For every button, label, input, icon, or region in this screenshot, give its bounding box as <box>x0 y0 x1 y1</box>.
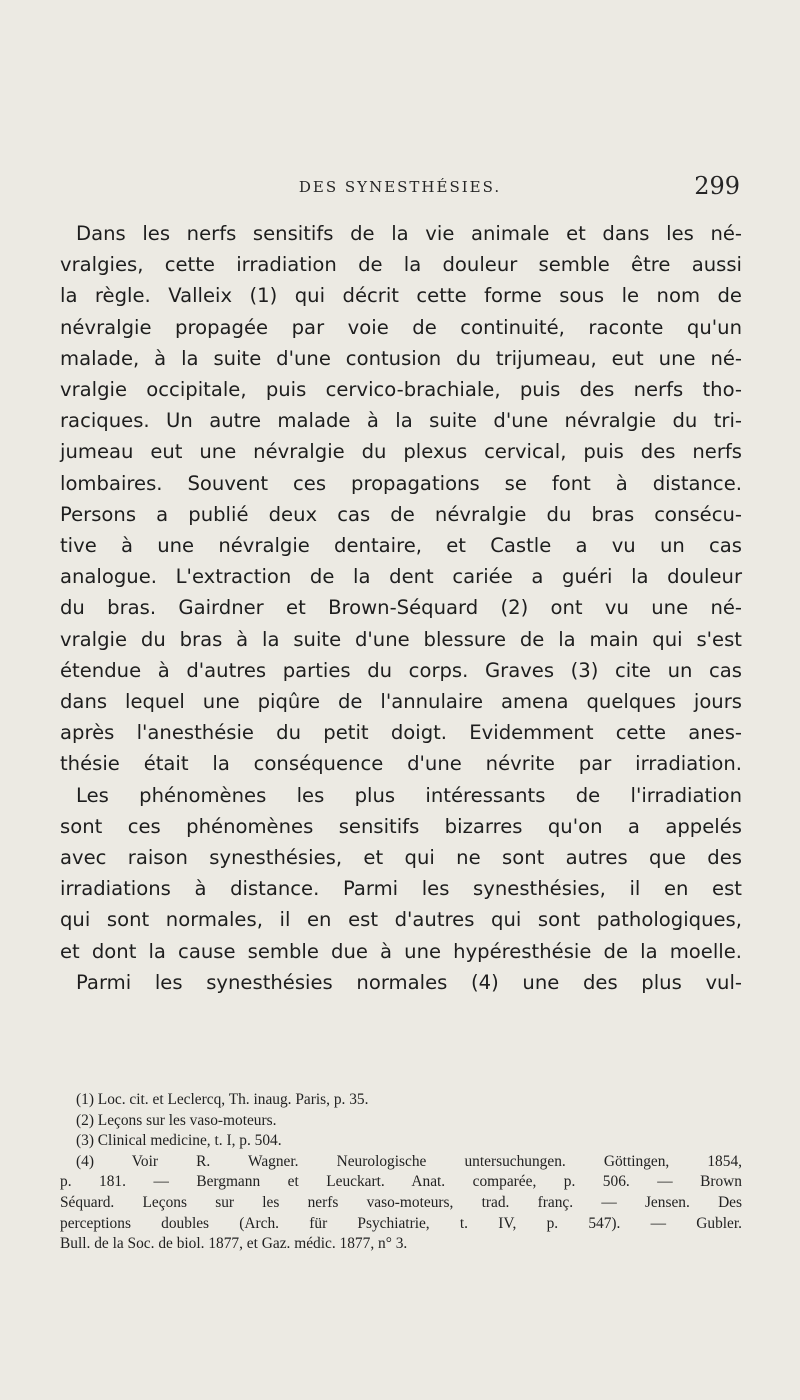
body-line: Les phénomènes les plus intéressants de l'irradiation <box>76 783 742 807</box>
footnote: (3) Clinical medicine, t. I, p. 504. <box>76 1132 282 1150</box>
body-line: malade, à la suite d'une contusion du trijumeau, eut une né- <box>60 346 742 370</box>
body-line: après l'anesthésie du petit doigt. Evidemment cette anes- <box>60 721 742 745</box>
body-line: jumeau eut une névralgie du plexus cervical, puis des nerfs <box>60 440 742 464</box>
body-line: dans lequel une piqûre de l'annulaire amena quelques jours <box>60 690 742 714</box>
page-header <box>60 172 740 212</box>
body-line: névralgie propagée par voie de continuité, raconte qu'un <box>60 315 742 339</box>
body-line: la règle. Valleix (1) qui décrit cette forme sous le nom de <box>60 284 742 308</box>
body-line: analogue. L'extraction de la dent cariée a guéri la douleur <box>60 565 742 589</box>
body-line: vralgies, cette irradiation de la douleur semble être aussi <box>60 253 742 277</box>
body-line: du bras. Gairdner et Brown-Séquard (2) ont vu une né- <box>60 596 742 620</box>
footnote: (4) Voir R. Wagner. Neurologische untersuchungen. Göttingen, 1854, <box>76 1152 742 1170</box>
body-line: et dont la cause semble due à une hypéresthésie de la moelle. <box>60 939 742 963</box>
body-line: tive à une névralgie dentaire, et Castle a vu un cas <box>60 534 742 558</box>
footnote-continuation: Bull. de la Soc. de biol. 1877, et Gaz. médic. 1877, n° 3. <box>60 1235 408 1253</box>
footnote-continuation: perceptions doubles (Arch. für Psychiatrie, t. IV, p. 547). — Gubler. <box>60 1214 742 1232</box>
body-line: Parmi les synesthésies normales (4) une des plus vul- <box>76 970 742 994</box>
body-line: étendue à d'autres parties du corps. Graves (3) cite un cas <box>60 658 742 682</box>
body-line: qui sont normales, il en est d'autres qui sont pathologiques, <box>60 908 742 932</box>
body-line: irradiations à distance. Parmi les synesthésies, il en est <box>60 877 742 901</box>
body-line: sont ces phénomènes sensitifs bizarres qu'on a appelés <box>60 814 742 838</box>
body-line: raciques. Un autre malade à la suite d'une névralgie du tri- <box>60 409 742 433</box>
footnote-continuation: p. 181. — Bergmann et Leuckart. Anat. comparée, p. 506. — Brown <box>60 1173 742 1191</box>
body-line: avec raison synesthésies, et qui ne sont autres que des <box>60 846 742 870</box>
body-line: lombaires. Souvent ces propagations se font à distance. <box>60 471 742 495</box>
page-number: 299 <box>694 172 740 200</box>
body-line: thésie était la conséquence d'une névrite par irradiation. <box>60 752 742 776</box>
body-line: vralgie du bras à la suite d'une blessure de la main qui s'est <box>60 627 742 651</box>
running-title: DES SYNESTHÉSIES. <box>298 178 502 196</box>
body-line: vralgie occipitale, puis cervico-brachiale, puis des nerfs tho- <box>60 378 742 402</box>
footnote: (1) Loc. cit. et Leclercq, Th. inaug. Paris, p. 35. <box>76 1091 369 1108</box>
body-line: Dans les nerfs sensitifs de la vie animale et dans les né- <box>76 222 742 245</box>
footnotes <box>60 1090 742 1255</box>
body-text <box>60 218 742 998</box>
footnote-continuation: Séquard. Leçons sur les nerfs vaso-moteurs, trad. franç. — Jensen. Des <box>60 1193 742 1211</box>
body-line: Persons a publié deux cas de névralgie du bras consécu- <box>60 502 742 526</box>
footnote: (2) Leçons sur les vaso-moteurs. <box>76 1111 277 1129</box>
